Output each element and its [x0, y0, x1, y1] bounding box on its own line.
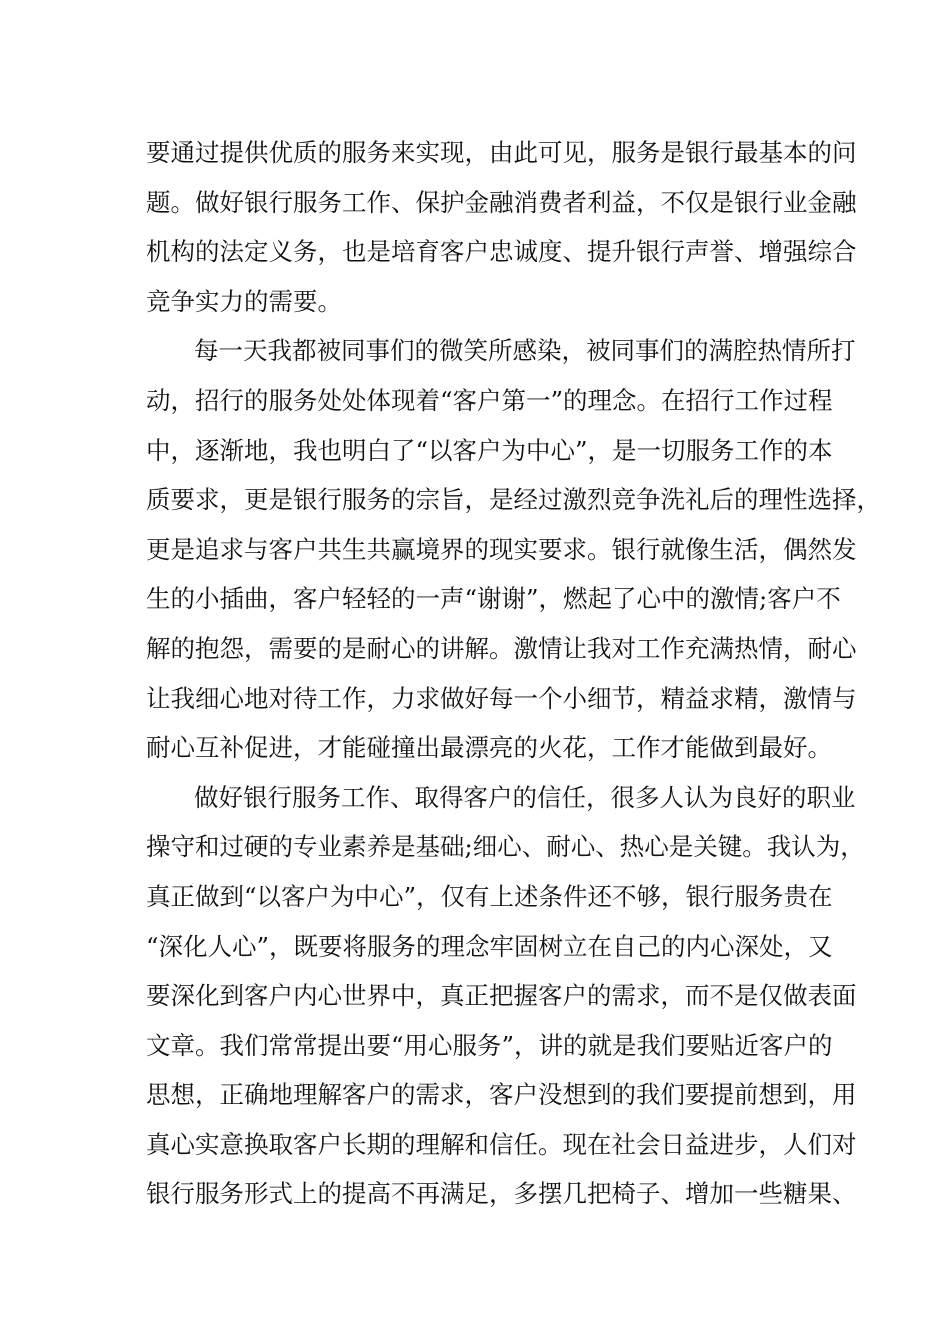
text-line	[146, 178, 857, 228]
text-line	[146, 426, 833, 476]
text-line	[146, 1169, 857, 1219]
text-line	[146, 128, 857, 178]
text-line-content: 题。做好银行服务工作、保护金融消费者利益，不仅是银行业金融	[146, 187, 857, 217]
text-line	[146, 624, 857, 674]
text-line-content: 要深化到客户内心世界中，真正把握客户的需求，而不是仅做表面	[146, 981, 857, 1011]
text-line-content: 真正做到“以客户为中心”，仅有上述条件还不够，银行服务贵在	[146, 881, 833, 911]
text-line-content: 动，招行的服务处处体现着“客户第一”的理念。在招行工作过程	[146, 385, 833, 415]
text-line-content: 耐心互补促进，才能碰撞出最漂亮的火花，工作才能做到最好。	[146, 733, 832, 763]
text-line	[146, 525, 857, 575]
text-line	[146, 1070, 857, 1120]
text-line-content: 思想，正确地理解客户的需求，客户没想到的我们要提前想到，用	[146, 1080, 857, 1110]
text-line-content: 做好银行服务工作、取得客户的信任，很多人认为良好的职业	[194, 782, 856, 812]
text-line-content: 文章。我们常常提出要“用心服务”，讲的就是我们要贴近客户的	[146, 1030, 833, 1060]
text-line-content: 更是追求与客户共生共赢境界的现实要求。银行就像生活，偶然发	[146, 534, 857, 564]
text-line	[146, 227, 857, 277]
text-line-content: 每一天我都被同事们的微笑所感染，被同事们的满腔热情所打	[194, 336, 856, 366]
text-line-content: “深化人心”，既要将服务的理念牢固树立在自己的内心深处，又	[146, 931, 833, 961]
text-line-content: 让我细心地对待工作，力求做好每一个小细节，精益求精，激情与	[146, 683, 857, 713]
text-line-content: 要通过提供优质的服务来实现，由此可见，服务是银行最基本的问	[146, 138, 857, 167]
text-line	[146, 277, 826, 327]
text-line-content: 解的抱怨，需要的是耐心的讲解。激情让我对工作充满热情，耐心	[146, 633, 857, 663]
text-line	[146, 376, 833, 426]
text-line-content: 竞争实力的需要。	[146, 286, 342, 316]
text-line-content: 生的小插曲，客户轻轻的一声“谢谢”，燃起了心中的激情;客户不	[146, 584, 841, 614]
text-line	[146, 1120, 857, 1170]
text-line	[146, 971, 857, 1021]
text-line-content: 操守和过硬的专业素养是基础;细心、耐心、热心是关键。我认为，	[146, 832, 865, 862]
text-line	[146, 822, 865, 872]
text-line	[146, 475, 881, 525]
text-line-content: 真心实意换取客户长期的理解和信任。现在社会日益进步，人们对	[146, 1129, 857, 1159]
text-line	[146, 723, 832, 773]
text-line	[146, 1021, 833, 1071]
text-line	[146, 773, 856, 823]
text-line	[146, 674, 857, 724]
text-line-content: 中，逐渐地，我也明白了“以客户为中心”，是一切服务工作的本	[146, 435, 833, 465]
text-line	[146, 326, 856, 376]
document-body	[146, 128, 881, 1219]
text-line-content: 质要求，更是银行服务的宗旨，是经过激烈竞争洗礼后的理性选择，	[146, 485, 881, 515]
text-line	[146, 872, 833, 922]
text-line-content: 机构的法定义务，也是培育客户忠诚度、提升银行声誉、增强综合	[146, 237, 857, 267]
text-line-content: 银行服务形式上的提高不再满足，多摆几把椅子、增加一些糖果、	[146, 1179, 857, 1209]
text-line	[146, 574, 841, 624]
text-line	[146, 922, 833, 972]
